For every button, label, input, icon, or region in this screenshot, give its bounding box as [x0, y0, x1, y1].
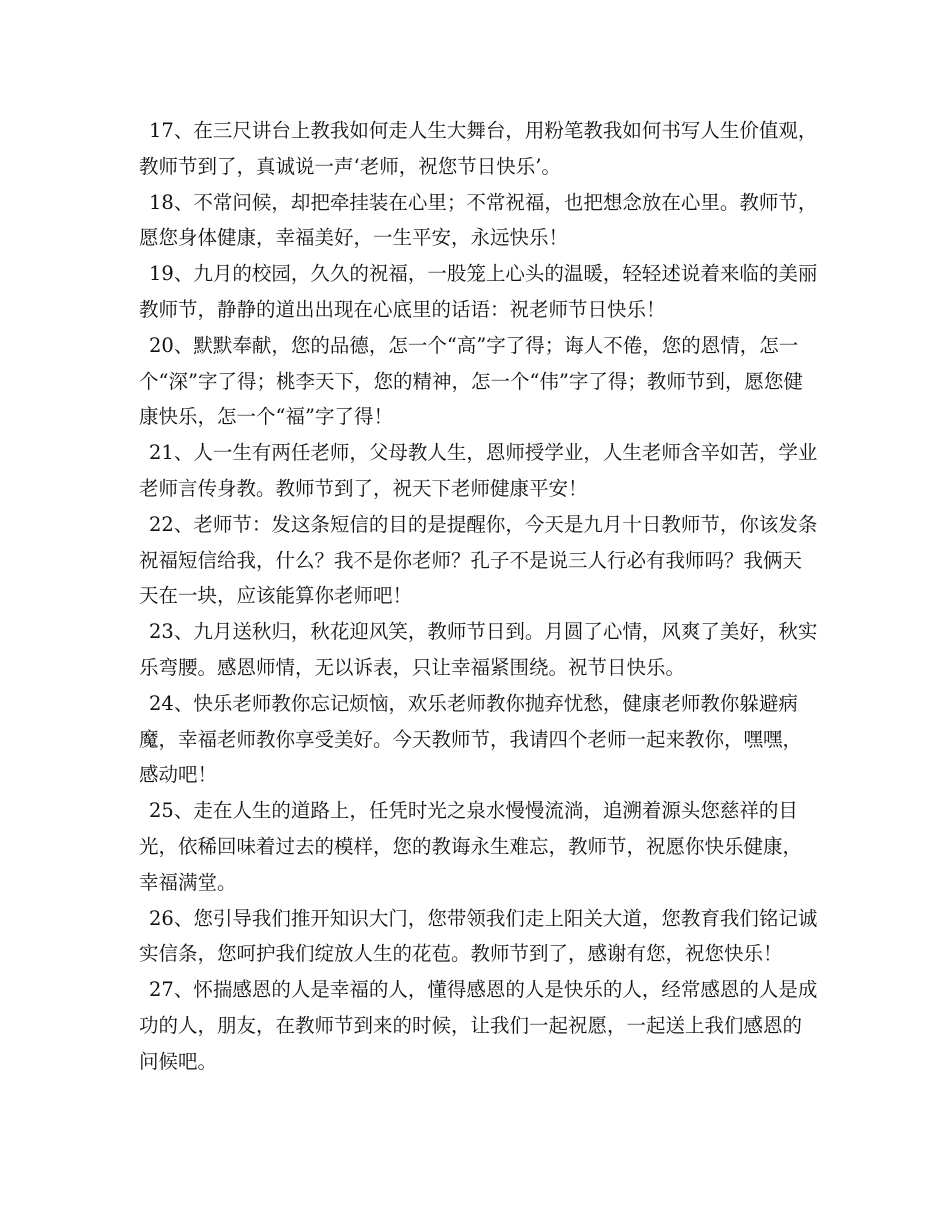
paragraph-24: 24、快乐老师教你忘记烦恼，欢乐老师教你抛弃忧愁，健康老师教你躲避病魔，幸福老师教你享受美好。今天教师节，我请四个老师一起来教你，嘿嘿，感动吧！	[139, 691, 803, 787]
paragraph-18: 18、不常问候，却把牵挂装在心里；不常祝福，也把想念放在心里。教师节，愿您身体健康，幸福美好，一生平安，永远快乐！	[139, 190, 818, 250]
paragraph-23: 23、九月送秋归，秋花迎风笑，教师节日到。月圆了心情，风爽了美好，秋实乐弯腰。感恩师情，无以诉表，只让幸福紧围绕。祝节日快乐。	[139, 620, 818, 679]
paragraph-19: 19、九月的校园，久久的祝福，一股笼上心头的温暖，轻轻述说着来临的美丽教师节，静静的道出出现在心底里的话语：祝老师节日快乐！	[139, 262, 818, 321]
paragraph-27: 27、怀揣感恩的人是幸福的人，懂得感恩的人是快乐的人，经常感恩的人是成功的人，朋友，在教师节到来的时候，让我们一起祝愿，一起送上我们感恩的问候吧。	[139, 978, 818, 1073]
paragraph-25: 25、走在人生的道路上，任凭时光之泉水慢慢流淌，追溯着源头您慈祥的目光，依稀回味着过去的模样，您的教诲永生难忘，教师节，祝愿你快乐健康，幸福满堂。	[139, 799, 803, 894]
paragraph-21: 21、人一生有两任老师，父母教人生，恩师授学业，人生老师含辛如苦，学业老师言传身教。教师节到了，祝天下老师健康平安！	[139, 441, 818, 500]
paragraph-22: 22、老师节：发这条短信的目的是提醒你，今天是九月十日教师节，你该发条祝福短信给我，什么？我不是你老师？孔子不是说三人行必有我师吗？我俩天天在一块，应该能算你老师吧！	[139, 512, 818, 608]
document-body	[139, 113, 819, 1080]
paragraph-26: 26、您引导我们推开知识大门，您带领我们走上阳关大道，您教育我们铭记诚实信条，您呵护我们绽放人生的花苞。教师节到了，感谢有您，祝您快乐！	[139, 906, 818, 966]
paragraph-20: 20、默默奉献，您的品德，怎一个“高”字了得；诲人不倦，您的恩情，怎一个“深”字了得；桃李天下，您的精神，怎一个“伟”字了得；教师节到，愿您健康快乐，怎一个“福”字了得！	[139, 333, 803, 429]
paragraph-17: 17、在三尺讲台上教我如何走人生大舞台，用粉笔教我如何书写人生价值观，教师节到了，真诚说一声‘老师，祝您节日快乐’。	[139, 119, 818, 178]
